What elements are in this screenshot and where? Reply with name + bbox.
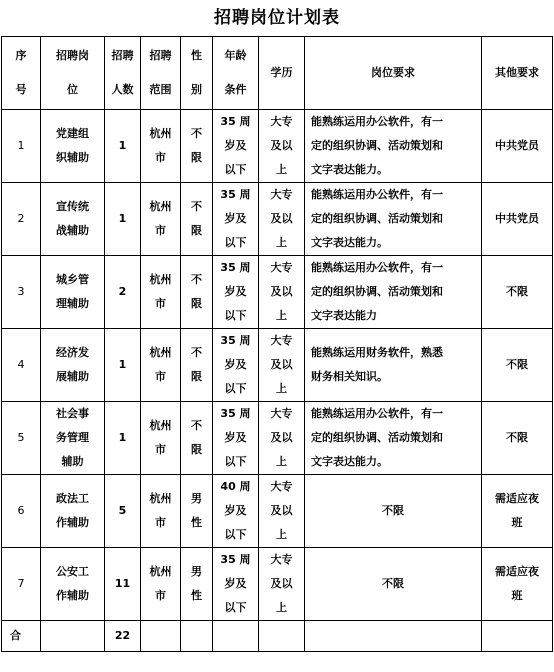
cell-count: 5 xyxy=(105,475,141,548)
table-row xyxy=(2,402,553,475)
header-education: 学历 xyxy=(259,37,305,110)
cell-education: 大专 及以 上 xyxy=(259,110,305,183)
cell-count: 1 xyxy=(105,183,141,256)
cell-scope: 杭州 市 xyxy=(141,256,181,329)
cell-count: 1 xyxy=(105,110,141,183)
total-row xyxy=(2,621,553,652)
cell-gender: 不 限 xyxy=(181,256,213,329)
cell-education: 大专 及以 上 xyxy=(259,183,305,256)
table-row xyxy=(2,475,553,548)
cell-seq: 6 xyxy=(2,475,41,548)
cell-other: 需适应夜 班 xyxy=(482,548,553,621)
cell-count: 1 xyxy=(105,402,141,475)
cell-position: 社会事 务管理 辅助 xyxy=(41,402,105,475)
header-count: 招聘 人数 xyxy=(105,37,141,110)
total-empty-cell xyxy=(259,621,305,652)
cell-count: 2 xyxy=(105,256,141,329)
cell-other: 中共党员 xyxy=(482,110,553,183)
cell-seq: 7 xyxy=(2,548,41,621)
cell-scope: 杭州 市 xyxy=(141,183,181,256)
cell-position: 城乡管 理辅助 xyxy=(41,256,105,329)
total-empty-cell xyxy=(213,621,259,652)
cell-position: 宣传统 战辅助 xyxy=(41,183,105,256)
cell-age: 35 周 岁及 以下 xyxy=(213,548,259,621)
cell-age: 35 周 岁及 以下 xyxy=(213,183,259,256)
cell-requirements: 能熟练运用办公软件，有一 定的组织协调、活动策划和 文字表达能力。 xyxy=(305,183,482,256)
cell-other: 中共党员 xyxy=(482,183,553,256)
header-requirements: 岗位要求 xyxy=(305,37,482,110)
cell-seq: 5 xyxy=(2,402,41,475)
cell-position: 党建组 织辅助 xyxy=(41,110,105,183)
cell-gender: 男 性 xyxy=(181,548,213,621)
cell-requirements: 能熟练运用财务软件，熟悉 财务相关知识。 xyxy=(305,329,482,402)
total-empty-cell xyxy=(141,621,181,652)
cell-other: 需适应夜 班 xyxy=(482,475,553,548)
header-gender: 性 别 xyxy=(181,37,213,110)
cell-education: 大专 及以 上 xyxy=(259,475,305,548)
cell-requirements: 不限 xyxy=(305,548,482,621)
cell-scope: 杭州 市 xyxy=(141,110,181,183)
cell-gender: 不 限 xyxy=(181,402,213,475)
cell-scope: 杭州 市 xyxy=(141,402,181,475)
recruitment-table xyxy=(1,0,553,652)
cell-gender: 不 限 xyxy=(181,329,213,402)
cell-position: 公安工 作辅助 xyxy=(41,548,105,621)
cell-other: 不限 xyxy=(482,329,553,402)
cell-age: 35 周 岁及 以下 xyxy=(213,329,259,402)
total-empty-cell xyxy=(305,621,482,652)
cell-age: 40 周 岁及 以下 xyxy=(213,475,259,548)
cell-other: 不限 xyxy=(482,402,553,475)
cell-scope: 杭州 市 xyxy=(141,329,181,402)
cell-requirements: 不限 xyxy=(305,475,482,548)
cell-position: 政法工 作辅助 xyxy=(41,475,105,548)
cell-education: 大专 及以 上 xyxy=(259,548,305,621)
table-title: 招聘岗位计划表 xyxy=(2,0,553,37)
total-empty-cell xyxy=(181,621,213,652)
header-other: 其他要求 xyxy=(482,37,553,110)
table-row xyxy=(2,110,553,183)
cell-seq: 1 xyxy=(2,110,41,183)
cell-scope: 杭州 市 xyxy=(141,475,181,548)
cell-seq: 3 xyxy=(2,256,41,329)
cell-position: 经济发 展辅助 xyxy=(41,329,105,402)
cell-gender: 不 限 xyxy=(181,183,213,256)
table-row xyxy=(2,329,553,402)
cell-other: 不限 xyxy=(482,256,553,329)
cell-age: 35 周 岁及 以下 xyxy=(213,256,259,329)
cell-requirements: 能熟练运用办公软件，有一 定的组织协调、活动策划和 文字表达能力。 xyxy=(305,402,482,475)
total-empty-cell xyxy=(482,621,553,652)
cell-education: 大专 及以 上 xyxy=(259,329,305,402)
cell-seq: 2 xyxy=(2,183,41,256)
cell-age: 35 周 岁及 以下 xyxy=(213,110,259,183)
cell-education: 大专 及以 上 xyxy=(259,256,305,329)
cell-requirements: 能熟练运用办公软件，有一 定的组织协调、活动策划和 文字表达能力。 xyxy=(305,110,482,183)
total-label: 合 xyxy=(2,621,41,652)
cell-count: 11 xyxy=(105,548,141,621)
cell-count: 1 xyxy=(105,329,141,402)
total-empty-cell xyxy=(41,621,105,652)
header-position: 招聘岗 位 xyxy=(41,37,105,110)
cell-age: 35 周 岁及 以下 xyxy=(213,402,259,475)
table-row xyxy=(2,548,553,621)
header-age: 年龄 条件 xyxy=(213,37,259,110)
header-scope: 招聘 范围 xyxy=(141,37,181,110)
table-row xyxy=(2,183,553,256)
cell-scope: 杭州 市 xyxy=(141,548,181,621)
cell-gender: 男 性 xyxy=(181,475,213,548)
cell-requirements: 能熟练运用办公软件，有一 定的组织协调、活动策划和 文字表达能力 xyxy=(305,256,482,329)
total-count: 22 xyxy=(105,621,141,652)
cell-seq: 4 xyxy=(2,329,41,402)
header-row xyxy=(2,37,553,110)
recruitment-plan-sheet xyxy=(1,0,552,670)
cell-education: 大专 及以 上 xyxy=(259,402,305,475)
header-seq: 序 号 xyxy=(2,37,41,110)
cell-gender: 不 限 xyxy=(181,110,213,183)
table-row xyxy=(2,256,553,329)
